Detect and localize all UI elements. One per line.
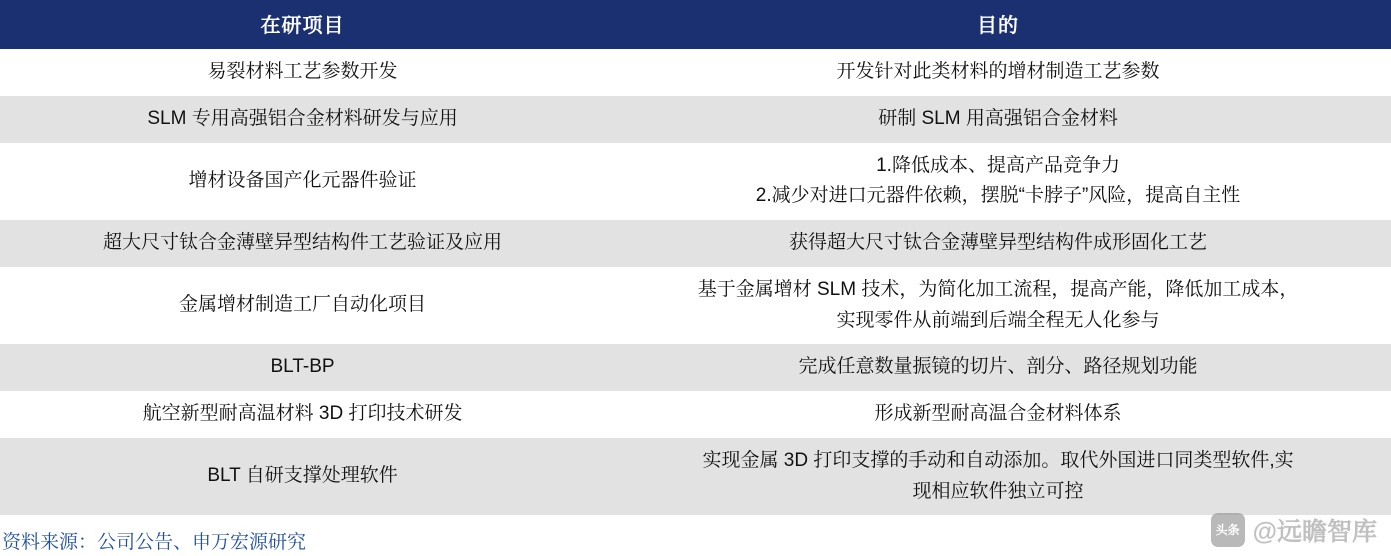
project-line: BLT 自研支撑处理软件	[207, 465, 398, 487]
cell-purpose	[605, 391, 1391, 438]
cell-purpose	[605, 220, 1391, 267]
project-line: BLT-BP	[270, 356, 335, 378]
cell-project	[0, 96, 605, 143]
project-line: 金属增材制造工厂自动化项目	[179, 294, 427, 316]
purpose-line: 实现零件从前端到后端全程无人化参与	[836, 309, 1160, 331]
purpose-line: 开发针对此类材料的增材制造工艺参数	[836, 61, 1160, 82]
project-line: 增材设备国产化元器件验证	[188, 169, 417, 191]
column-header-project: 在研项目	[0, 0, 605, 49]
cell-purpose	[605, 344, 1391, 391]
purpose-line: 实现金属 3D 打印支撑的手动和自动添加。取代外国进口同类型软件,实	[702, 449, 1294, 471]
cell-purpose	[605, 96, 1391, 143]
purpose-line: 1.降低成本、提高产品竞争力	[876, 154, 1120, 176]
cell-project	[0, 391, 605, 438]
project-line: 航空新型耐高温材料 3D 打印技术研发	[142, 403, 463, 425]
column-header-purpose: 目的	[605, 0, 1391, 49]
project-line: 易裂材料工艺参数开发	[207, 61, 398, 82]
table-row	[0, 391, 1391, 438]
table-row	[0, 267, 1391, 345]
watermark-text: @远瞻智库	[1252, 518, 1377, 546]
cell-project	[0, 267, 605, 345]
purpose-line: 完成任意数量振镜的切片、剖分、路径规划功能	[798, 356, 1198, 378]
table-row	[0, 438, 1391, 516]
table-row	[0, 220, 1391, 267]
purpose-line: 研制 SLM 用高强铝合金材料	[878, 107, 1118, 129]
purpose-line: 获得超大尺寸钛合金薄壁异型结构件成形固化工艺	[789, 232, 1208, 254]
cell-project	[0, 143, 605, 221]
table-row	[0, 344, 1391, 391]
cell-purpose	[605, 438, 1391, 516]
cell-project	[0, 49, 605, 96]
purpose-line: 2.减少对进口元器件依赖，摆脱“卡脖子”风险，提高自主性	[755, 185, 1241, 207]
table-row	[0, 49, 1391, 96]
cell-project	[0, 344, 605, 391]
table-body	[0, 49, 1391, 515]
cell-project	[0, 438, 605, 516]
source-note: 资料来源：公司公告、申万宏源研究	[2, 532, 307, 554]
cell-project	[0, 220, 605, 267]
toutiao-logo-icon: 头条	[1211, 513, 1245, 547]
table-row	[0, 96, 1391, 143]
cell-purpose	[605, 267, 1391, 345]
table-header	[0, 0, 1391, 49]
watermark	[1211, 512, 1377, 548]
table-header-row	[0, 0, 1391, 49]
cell-purpose	[605, 143, 1391, 221]
purpose-line: 基于金属增材 SLM 技术，为简化加工流程，提高产能，降低加工成本，	[697, 278, 1299, 300]
purpose-line: 现相应软件独立可控	[912, 480, 1084, 502]
purpose-line: 形成新型耐高温合金材料体系	[874, 403, 1122, 425]
cell-purpose	[605, 49, 1391, 96]
project-line: 超大尺寸钛合金薄壁异型结构件工艺验证及应用	[103, 232, 503, 254]
table-row	[0, 143, 1391, 221]
project-line: SLM 专用高强铝合金材料研发与应用	[147, 107, 458, 129]
